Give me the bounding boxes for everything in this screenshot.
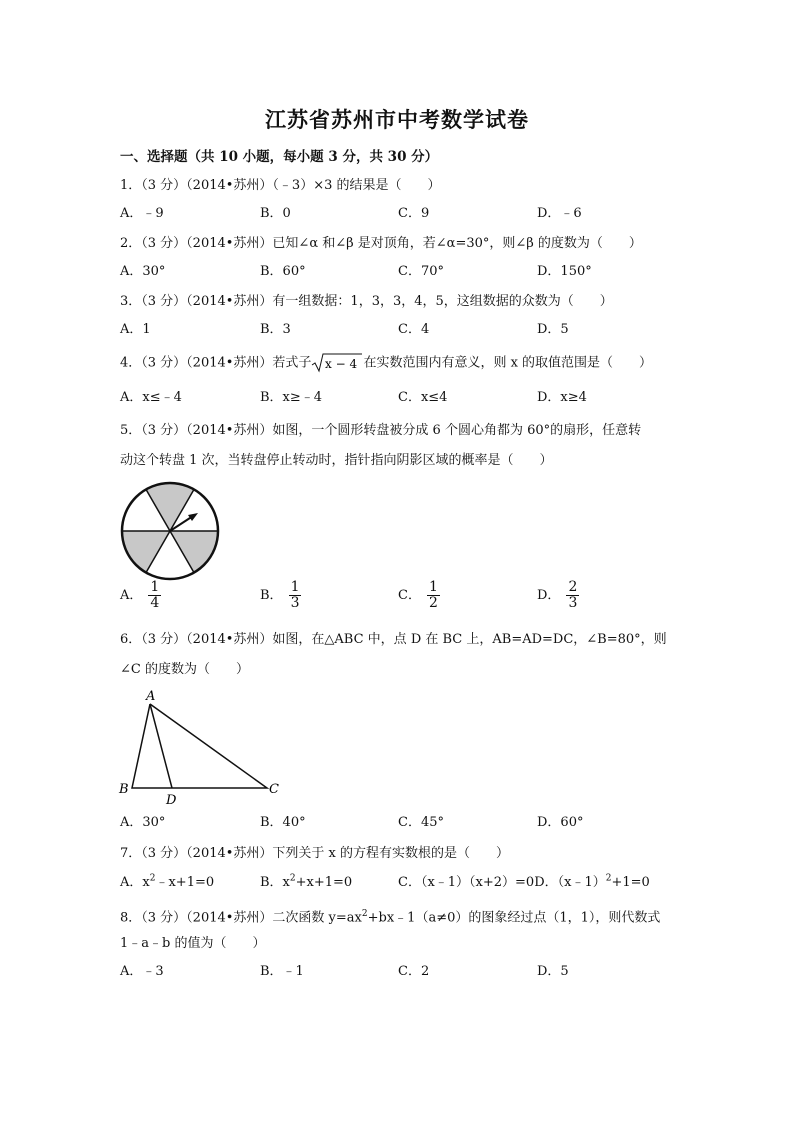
question-8-line-2: 1﹣a﹣b 的值为（ ）: [120, 936, 266, 951]
question-7-stem: 7．（3 分）（2014•苏州）下列关于 x 的方程有实数根的是（ ）: [120, 846, 510, 861]
q3-option-c: C．4: [398, 322, 430, 337]
question-4-stem: [120, 352, 652, 374]
q6-option-a: A．30°: [120, 815, 166, 830]
q2-option-d: D．150°: [537, 264, 592, 279]
q6-option-b: B．40°: [260, 815, 306, 830]
q2-option-a: A．30°: [120, 264, 166, 279]
q6-option-d: D．60°: [537, 815, 584, 830]
q7-option-b: B．$x^2+x+1=0$: [260, 873, 353, 890]
q8-option-d: D．5: [537, 964, 569, 979]
question-3-stem: 3．（3 分）（2014•苏州）有一组数据：1，3，3，4，5，这组数据的众数为（ ）: [120, 294, 613, 309]
q3-option-a: A．1: [120, 322, 151, 337]
q5-option-c: C． $\frac{1}{2}$: [398, 579, 438, 611]
q7-option-d: D．（x﹣1）$^2$+1=0: [534, 873, 650, 890]
q2-option-c: C．70°: [398, 264, 444, 279]
question-6-line-1: 6．（3 分）（2014•苏州）如图，在△ABC 中，点 D 在 BC 上，AB=AD=DC，∠B=80°，则: [120, 632, 667, 647]
q3-option-d: D．5: [537, 322, 569, 337]
q4-stem-a: 4．（3 分）（2014•苏州）若式子: [120, 355, 312, 371]
shaded-sector-lower-left: [122, 531, 170, 573]
q7-option-c: C．（x﹣1）（x+2）=0: [398, 875, 535, 890]
vertex-label-d: D: [166, 793, 177, 808]
question-2-stem: 2．（3 分）（2014•苏州）已知∠α 和∠β 是对顶角，若∠α=30°，则∠β 的度数为（ ）: [120, 236, 642, 251]
triangle-figure: [112, 686, 292, 808]
q1-option-d: D．﹣6: [537, 206, 582, 221]
q4-option-b: B．x≥﹣4: [260, 390, 323, 405]
q5-option-d: D． $\frac{2}{3}$: [537, 579, 578, 611]
question-6-line-2: ∠C 的度数为（ ）: [120, 662, 249, 677]
q1-option-c: C．9: [398, 206, 430, 221]
q8-option-b: B．﹣1: [260, 964, 304, 979]
q8-option-c: C．2: [398, 964, 430, 979]
q1-option-a: A．﹣9: [120, 206, 164, 221]
question-5-line-1: 5．（3 分）（2014•苏州）如图，一个圆形转盘被分成 6 个圆心角都为 60°的扇形，任意转: [120, 423, 642, 438]
shaded-sector-top: [146, 483, 194, 531]
q8-option-a: A．﹣3: [120, 964, 164, 979]
vertex-label-b: B: [119, 782, 129, 797]
q3-option-b: B．3: [260, 322, 291, 337]
section-heading: 一、选择题（共 10 小题，每小题 3 分，共 30 分）: [120, 149, 439, 165]
question-8-line-1: 8．（3 分）（2014•苏州）二次函数 $y=ax^2+bx﹣1(a\ne 0)$的图象经过点（1，1），则代数式: [120, 909, 661, 926]
q2-option-b: B．60°: [260, 264, 306, 279]
q4-option-a: A．x≤﹣4: [120, 390, 182, 405]
shaded-sector-lower-right: [170, 531, 218, 573]
q5-option-a: A． $\frac{1}{4}$: [120, 579, 160, 611]
vertex-label-a: A: [146, 689, 156, 704]
vertex-label-c: C: [269, 782, 279, 797]
q5-option-b: B． $\frac{1}{3}$: [260, 579, 300, 611]
q6-option-c: C．45°: [398, 815, 444, 830]
q4-option-d: D．x≥4: [537, 390, 587, 405]
spinner-figure: [118, 479, 222, 583]
radicand: x − 4: [325, 357, 358, 371]
exam-title: 江苏省苏州市中考数学试卷: [265, 107, 529, 132]
q1-option-b: B．0: [260, 206, 291, 221]
q7-option-a: A．$x^2﹣x+1=0$: [120, 873, 215, 890]
question-1-stem: 1．（3 分）（2014•苏州）（﹣3）×3 的结果是（ ）: [120, 178, 441, 193]
question-5-line-2: 动这个转盘 1 次，当转盘停止转动时，指针指向阴影区域的概率是（ ）: [120, 453, 553, 468]
q4-option-c: C．x≤4: [398, 390, 448, 405]
square-root-expression: [311, 352, 363, 374]
q4-stem-b: 在实数范围内有意义，则 x 的取值范围是（ ）: [363, 355, 653, 371]
q7-option-c-d: [398, 871, 650, 890]
